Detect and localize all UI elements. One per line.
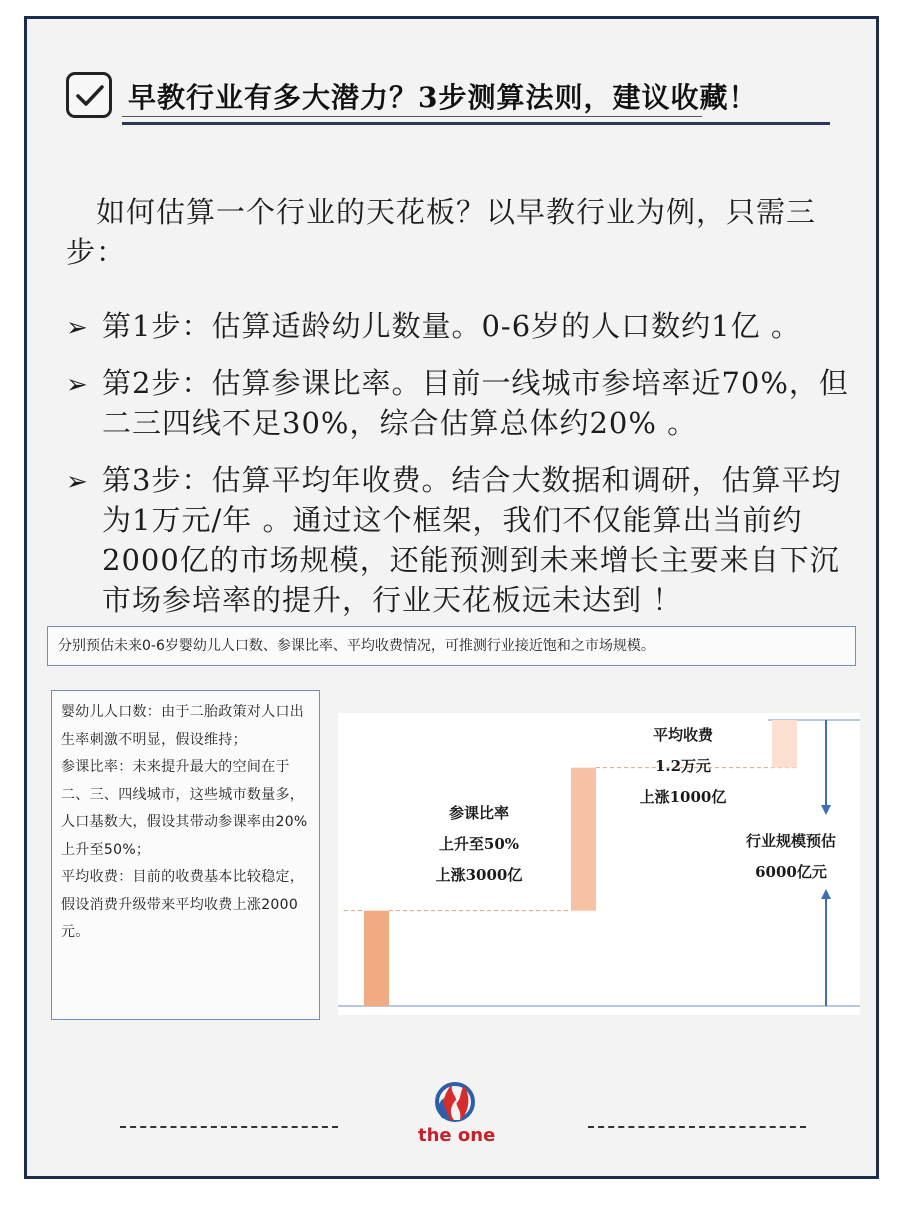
step-item-3 [66, 460, 856, 620]
step-item-1 [66, 306, 856, 346]
arrow-up-icon [821, 889, 831, 899]
annotation-1-line-1: 参课比率 [448, 804, 510, 822]
title-underline [122, 122, 830, 125]
page-title: 早教行业有多大潜力？3步测算法则，建议收藏！ [128, 81, 758, 114]
brand-name: the one [418, 1125, 496, 1146]
arrow-down-icon [821, 805, 831, 815]
arrow-bullet-icon: ➢ [66, 370, 89, 400]
annotation-1-line-2: 上升至50% [438, 835, 520, 853]
waterfall-bar-2 [571, 768, 596, 911]
annotation-1-line-3: 上涨3000亿 [435, 866, 523, 884]
annotation-3-line-2: 6000亿元 [755, 863, 827, 881]
step-text: 第2步：估算参课比率。目前一线城市参培率近70%，但二三四线不足30%，综合估算总体约20% 。 [102, 366, 849, 440]
annotation-3-line-1: 行业规模预估 [745, 832, 837, 850]
footer-divider-right [588, 1126, 806, 1128]
intro-paragraph: 如何估算一个行业的天花板？以早教行业为例，只需三步： [66, 195, 817, 269]
checkmark-icon [66, 72, 112, 118]
step-text: 第1步：估算适龄幼儿数量。0-6岁的人口数约1亿 。 [102, 309, 801, 343]
assumption-participation: 参课比率：未来提升最大的空间在于二、三、四线城市，这些城市数量多，人口基数大，假设其带动参课率由20%上升至50%； [61, 759, 308, 858]
footer-divider-left [120, 1126, 338, 1128]
waterfall-bar-3 [772, 720, 797, 768]
assumption-population: 婴幼儿人口数：由于二胎政策对人口出生率刺激不明显，假设维持； [61, 704, 305, 748]
summary-note: 分别预估未来0-6岁婴幼儿人口数、参课比率、平均收费情况，可推测行业接近饱和之市场规模。 [47, 626, 856, 666]
step-text: 第3步：估算平均年收费。结合大数据和调研，估算平均为1万元/年 。通过这个框架，我们不仅能算出当前约2000亿的市场规模，还能预测到未来增长主要来自下沉市场参培率的提升，行业天花板远未达到 ！ [102, 463, 842, 617]
assumption-fee: 平均收费：目前的收费基本比较稳定，假设消费升级带来平均收费上涨2000元。 [61, 869, 305, 940]
annotation-2-line-1: 平均收费 [652, 726, 714, 744]
title-bar [66, 70, 786, 130]
step-item-2 [66, 363, 856, 443]
arrow-bullet-icon: ➢ [66, 313, 89, 343]
arrow-bullet-icon: ➢ [66, 467, 89, 497]
waterfall-bar-1 [364, 911, 389, 1006]
waterfall-chart [338, 713, 860, 1015]
title-underline-thin [122, 116, 702, 117]
assumption-notes [51, 690, 320, 1020]
waterfall-chart-svg [338, 713, 860, 1015]
annotation-2-line-3: 上涨1000亿 [639, 788, 727, 806]
step-list [66, 306, 856, 637]
annotation-2-line-2: 1.2万元 [654, 757, 712, 775]
